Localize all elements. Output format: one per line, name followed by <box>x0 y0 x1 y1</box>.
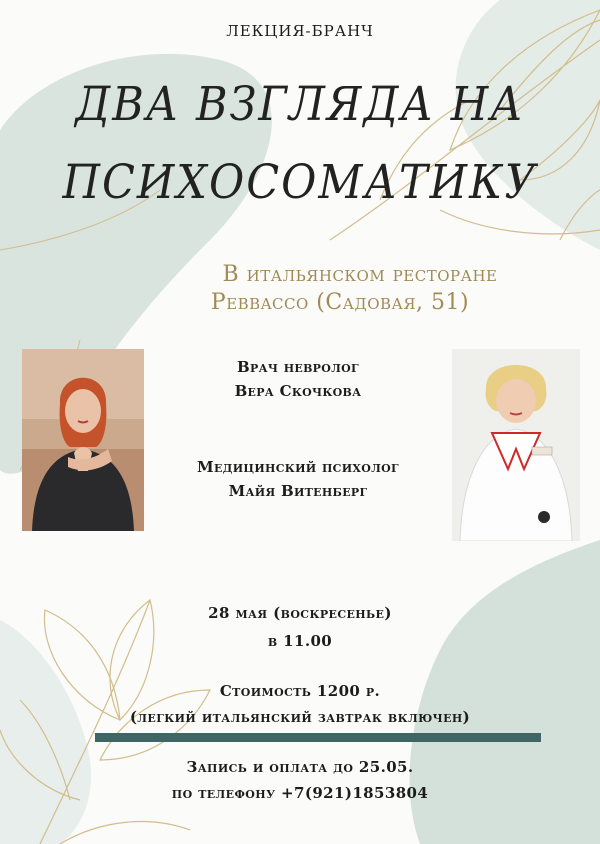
page-title-line-2: ПСИХОСОМАТИКУ <box>62 156 538 210</box>
speaker-2-name: Майя Витенберг <box>228 482 368 500</box>
speaker-photo-vera <box>22 349 144 531</box>
speaker-1-name: Вера Скочкова <box>234 382 362 400</box>
sage-shape-bottom-left <box>0 620 91 844</box>
speaker-1-role: Врач невролог <box>237 358 359 376</box>
venue-line-2: Pebbacco (Садовая, 51) <box>210 290 470 315</box>
event-date: 28 мая (воскресенье) <box>208 604 392 622</box>
page-title-line-1: ДВА ВЗГЛЯДА НА <box>75 78 525 132</box>
event-type-label: ЛЕКЦИЯ-БРАНЧ <box>226 22 374 40</box>
registration-deadline: Запись и оплата до 25.05. <box>186 758 414 776</box>
price-text: Стоимость 1200 р. <box>219 682 381 700</box>
speaker-photo-maya <box>452 349 580 541</box>
speaker-2-role: Медицинский психолог <box>197 458 399 476</box>
venue-line-1: В итальянском ресторане <box>222 262 498 287</box>
divider-bar <box>95 733 541 742</box>
price-note: (легкий итальянский завтрак включен) <box>129 708 471 726</box>
contact-phone: по телефону +7(921)1853804 <box>171 784 429 802</box>
event-time: в 11.00 <box>267 632 333 650</box>
